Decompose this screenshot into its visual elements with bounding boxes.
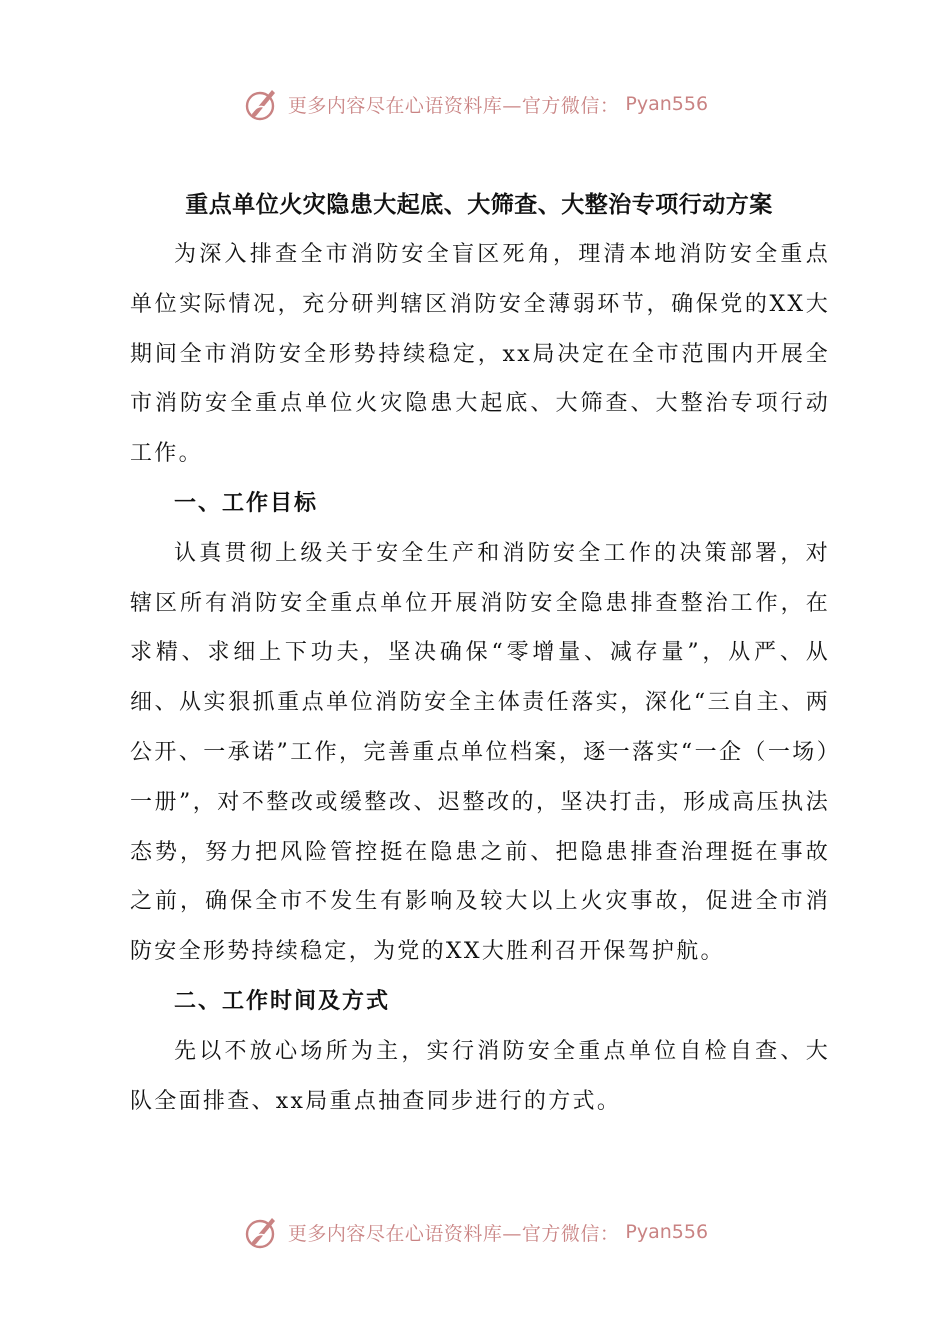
section-heading-goals: 一、工作目标 xyxy=(174,489,319,516)
goals-paragraph: 认真贯彻上级关于安全生产和消防安全工作的决策部署，对辖区所有消防安全重点单位开展消防安全隐患排查整治工作，在求精、求细上下功夫，坚决确保“零增量、减存量”，从严、从细、从实狠抓重点单位消防安全主体责任落实，深化“三自主、两公开、一承诺”工作，完善重点单位档案，逐一落实“一企（一场）一册”，对不整改或缓整改、迟整改的，坚决打击，形成高压执法态势，努力把风险管控挺在隐患之前、把隐患排查治理挺在事故之前，确保全市不发生有影响及较大以上火灾事故，促进全市消防安全形势持续稳定，为党的XX大胜利召开保驾护航。 xyxy=(130,540,830,965)
header-watermark xyxy=(0,82,950,126)
watermark-account: Pyan556 xyxy=(625,93,709,115)
document-body xyxy=(130,180,830,1126)
schedule-paragraph: 先以不放心场所为主，实行消防安全重点单位自检自查、大队全面排查、xx局重点抽查同步进行的方式。 xyxy=(130,1038,830,1114)
footer-watermark xyxy=(0,1210,950,1254)
document-title: 重点单位火灾隐患大起底、大筛查、大整治专项行动方案 xyxy=(185,191,773,218)
watermark-text: 更多内容尽在心语资料库—官方微信： xyxy=(287,1222,620,1245)
quill-seal-icon xyxy=(242,84,282,124)
section-heading-schedule: 二、工作时间及方式 xyxy=(174,987,391,1014)
watermark-account: Pyan556 xyxy=(625,1221,709,1243)
watermark-text: 更多内容尽在心语资料库—官方微信： xyxy=(287,94,620,117)
intro-paragraph: 为深入排查全市消防安全盲区死角，理清本地消防安全重点单位实际情况，充分研判辖区消防安全薄弱环节，确保党的XX大期间全市消防安全形势持续稳定，xx局决定在全市范围内开展全市消防安全重点单位火灾隐患大起底、大筛查、大整治专项行动工作。 xyxy=(130,242,830,467)
quill-seal-icon xyxy=(242,1212,282,1252)
